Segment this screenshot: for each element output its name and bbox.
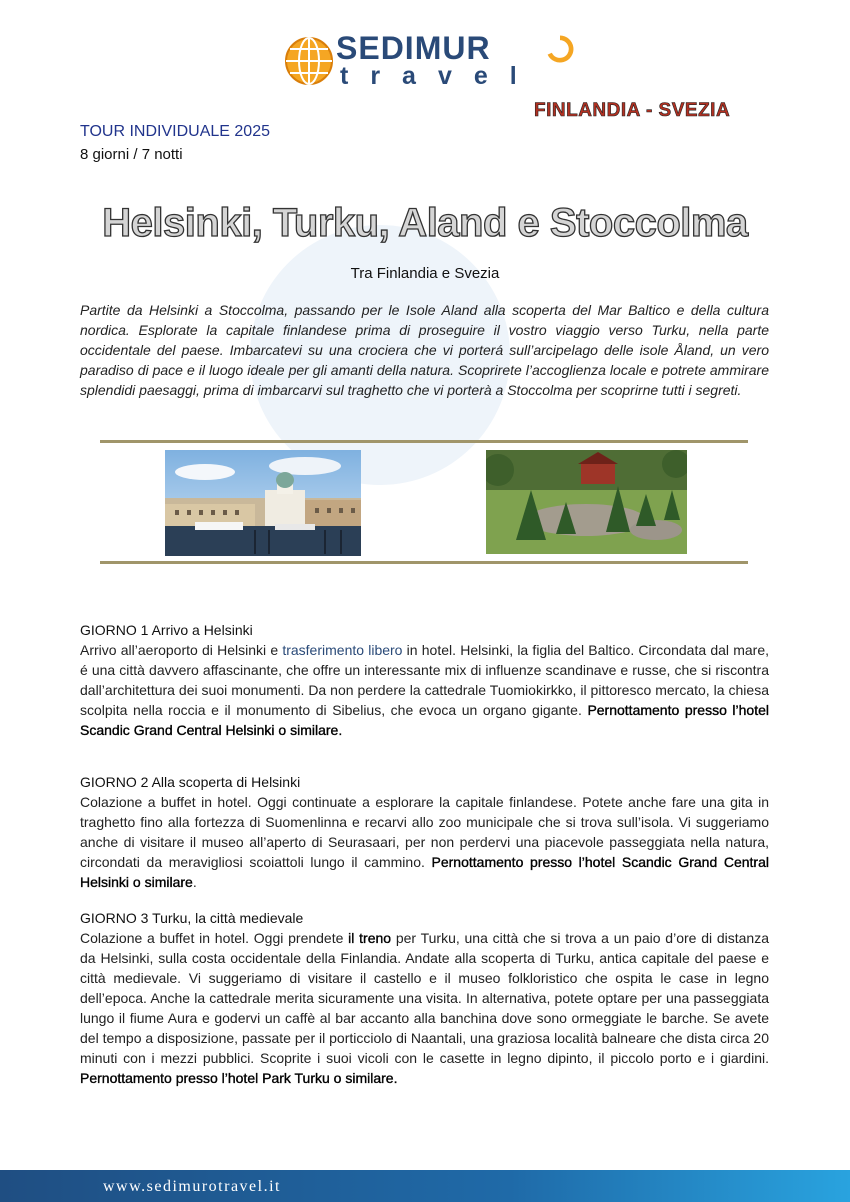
tour-label: TOUR INDIVIDUALE 2025	[80, 123, 270, 140]
globe-icon	[284, 36, 334, 86]
day-2-title: GIORNO 2 Alla scoperta di Helsinki	[80, 774, 301, 790]
day-3-section	[80, 908, 769, 1088]
page-title: Helsinki, Turku, Aland e Stoccolma	[102, 201, 748, 245]
intro-paragraph: Partite da Helsinki a Stoccolma, passando per le Isole Aland alla scoperta del Mar Baltico e della cultura nordica. Esplorate la capitale finlandese prima di proseguire il vostro viaggio verso Turku, nella parte occidentale del paese. Imbarcatevi su una crociera che vi porterá sull’arcipelago delle isole Åland, un vero paradiso di pace e il luogo ideale per gli amanti della natura. Scoprirete l’accoglienza locale e potrete ammirare splendidi paesaggi, prima di imbarcarvi sul traghetto che vi porterà a Stoccolma per scoprirne tutti i segreti.	[80, 302, 769, 398]
sedimuro-logo	[284, 32, 584, 92]
day-3-hotel: Pernottamento presso l’hotel Park Turku o similare.	[80, 1070, 398, 1086]
page-subtitle: Tra Finlandia e Svezia	[350, 265, 500, 282]
helsinki-harbour-photo	[165, 450, 361, 556]
day-2-hotel: Pernottamento presso l’hotel Scandic Grand Central Helsinki o similare	[80, 854, 769, 890]
day-2-section	[80, 772, 769, 892]
destination-heading: FINLANDIA - SVEZIA	[534, 100, 731, 121]
day-2-text: Colazione a buffet in hotel. Oggi continuate a esplorare la capitale finlandese. Potete anche fare una gita in traghetto fino alla fortezza di Suomenlinna e recarvi allo zoo municipale che si trova sull’isola. Vi suggeriamo anche di visitare il museo all’aperto di Seurasaari, per non perdervi una piacevole passeggiata nella natura, circondati da meravigliosi scoiattoli lungo il cammino. Pernottamento presso l’hotel Scandic Grand Central Helsinki o similare.	[80, 794, 769, 890]
aland-garden-photo	[486, 450, 687, 554]
train-highlight: il treno	[348, 930, 392, 946]
transfer-link[interactable]: trasferimento libero	[282, 642, 403, 658]
tour-duration: 8 giorni / 7 notti	[80, 146, 183, 163]
day-1-title: GIORNO 1 Arrivo a Helsinki	[80, 622, 253, 638]
divider-top	[100, 440, 748, 443]
day-3-text: Colazione a buffet in hotel. Oggi prendete il treno per Turku, una città che si trova a un paio d’ore di distanza da Helsinki, sulla costa occidentale della Finlandia. Andate alla scoperta di Turku, antica capitale del paese e città medievale. Vi suggeriamo di visitare il castello e il museo folkloristico che ospita le case in legno dell’epoca. Anche la cattedrale merita sicuramente una visita. In alternativa, potete optare per una passeggiata lungo il fiume Aura e godervi un caffè al bar accanto alla banchina dove sono ormeggiate le barche. Se avete del tempo a disposizione, passate per il porticciolo di Naantali, una graziosa località balneare che dista circa 20 minuti con i mezzi pubblici. Scoprite i suoi vicoli con le casette in legno dipinto, il piccolo porto e i giardini. Pernottamento presso l’hotel Park Turku o similare.	[80, 930, 769, 1086]
divider-bottom	[100, 561, 748, 564]
day-1-section	[80, 620, 769, 740]
logo-wordmark: SEDIMUR	[336, 30, 491, 66]
footer-website-link[interactable]: www.sedimurotravel.it	[103, 1178, 281, 1195]
logo-subtext: travel	[340, 62, 539, 90]
logo-ring-icon	[546, 35, 574, 63]
day-1-text: Arrivo all’aeroporto di Helsinki e trasferimento libero in hotel. Helsinki, la figlia del Baltico. Circondata dal mare, é una città davvero affascinante, che offre un interessante mix di influenze scandinave e russe, che si riscontra dall’architettura dei suoi monumenti. Da non perdere la cattedrale Tuomiokirkko, il pittoresco mercato, la chiesa scolpita nella roccia e il monumento di Sibelius, che evoca un organo gigante. Pernottamento presso l’hotel Scandic Grand Central Helsinki o similare.	[80, 642, 770, 738]
day-1-hotel: Pernottamento presso l’hotel Scandic Grand Central Helsinki o similare.	[80, 702, 770, 738]
day-3-title: GIORNO 3 Turku, la città medievale	[80, 910, 304, 926]
